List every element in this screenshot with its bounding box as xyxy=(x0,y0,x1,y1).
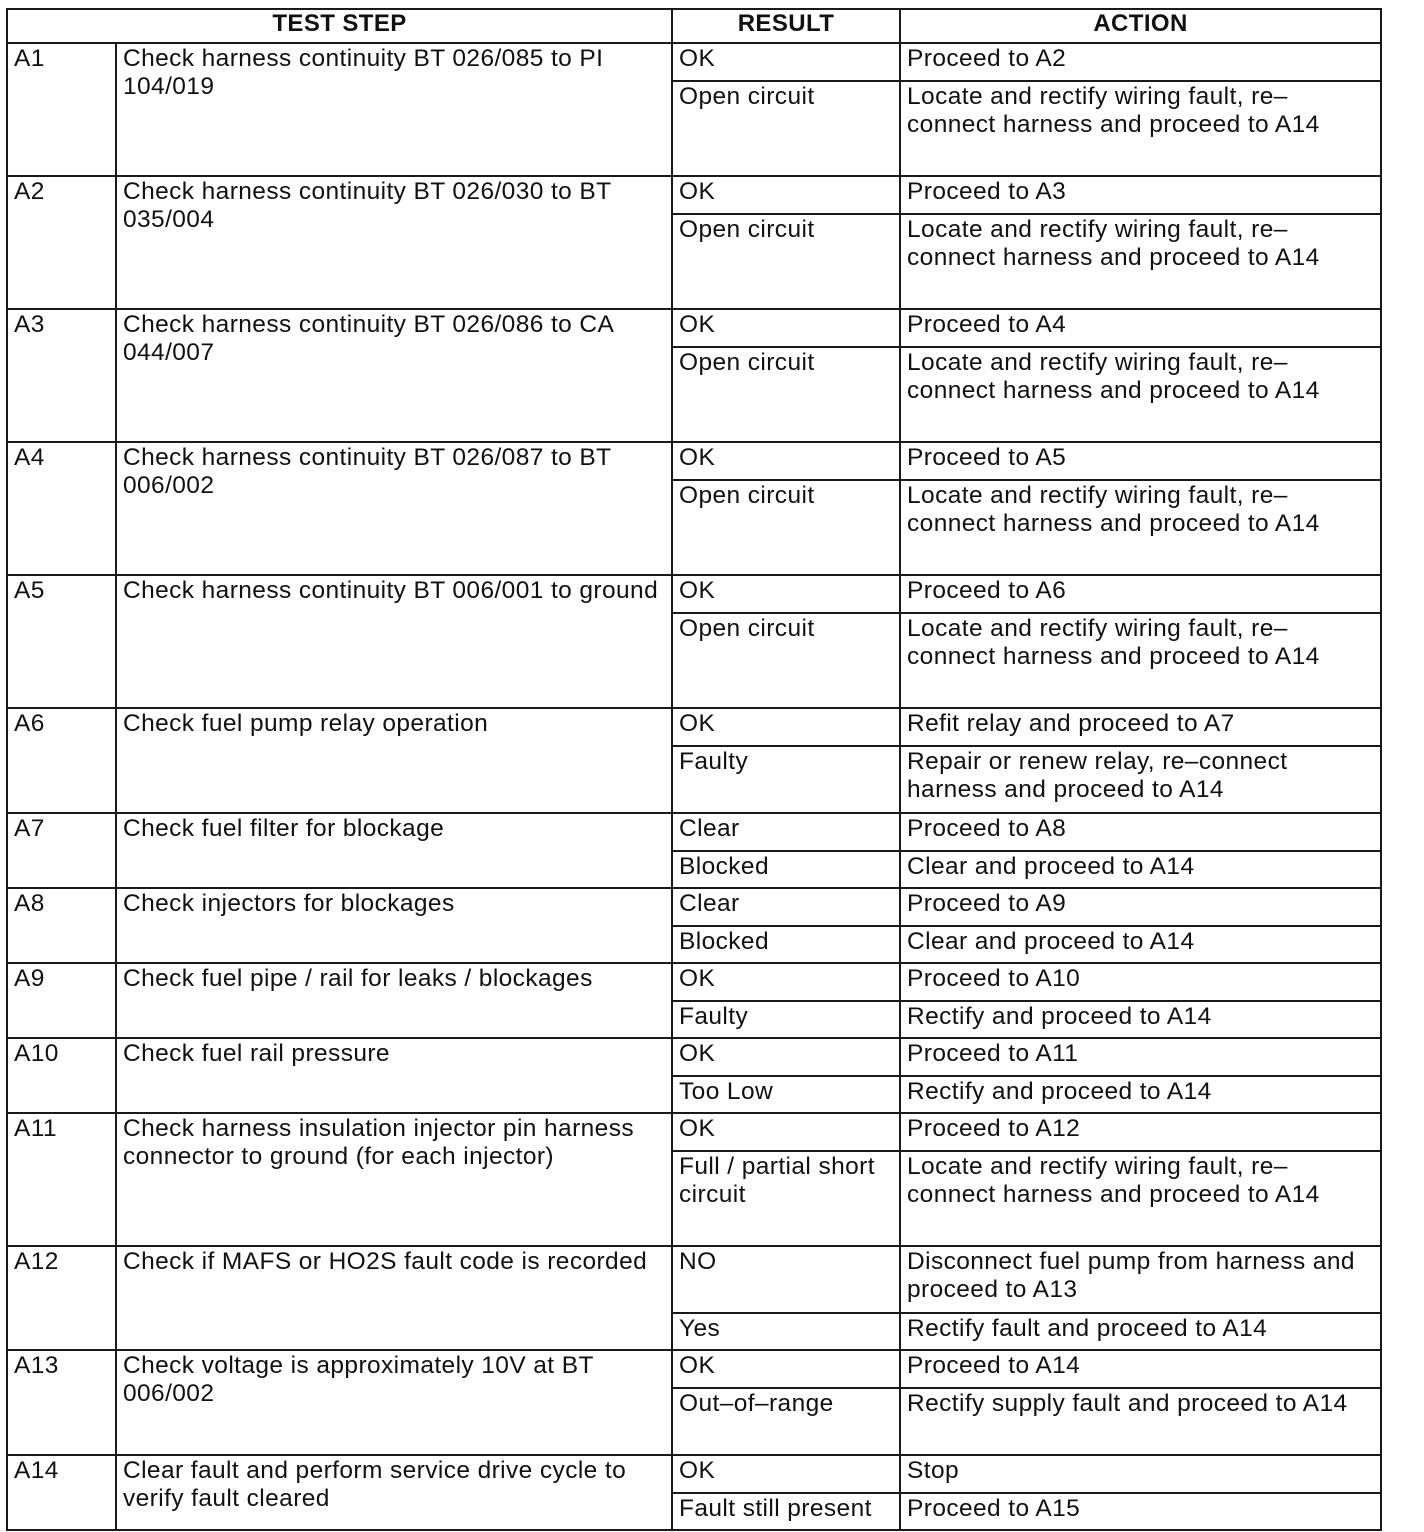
step-action: Clear and proceed to A14 xyxy=(900,926,1381,963)
table-row xyxy=(7,176,1381,214)
step-result: Blocked xyxy=(672,851,900,888)
step-result: Clear xyxy=(672,813,900,851)
step-result: OK xyxy=(672,1455,900,1493)
step-result: Clear xyxy=(672,888,900,926)
step-action: Proceed to A8 xyxy=(900,813,1381,851)
step-action: Proceed to A9 xyxy=(900,888,1381,926)
step-result: Yes xyxy=(672,1313,900,1350)
table-row xyxy=(7,813,1381,851)
step-id: A5 xyxy=(7,575,116,708)
step-action: Rectify fault and proceed to A14 xyxy=(900,1313,1381,1350)
step-result: OK xyxy=(672,1350,900,1388)
step-action: Proceed to A15 xyxy=(900,1493,1381,1530)
step-action: Disconnect fuel pump from harness and proceed to A13 xyxy=(900,1246,1381,1313)
step-description: Check voltage is approximately 10V at BT 006/002 xyxy=(116,1350,672,1455)
step-action: Locate and rectify wiring fault, re–connect harness and proceed to A14 xyxy=(900,347,1381,442)
table-row xyxy=(7,963,1381,1001)
step-description: Check injectors for blockages xyxy=(116,888,672,963)
header-row xyxy=(7,9,1381,43)
table-row xyxy=(7,1350,1381,1388)
step-result: Faulty xyxy=(672,746,900,813)
diagnostic-table xyxy=(6,8,1382,1531)
step-result: OK xyxy=(672,963,900,1001)
step-result: OK xyxy=(672,43,900,81)
step-result: OK xyxy=(672,708,900,746)
step-action: Clear and proceed to A14 xyxy=(900,851,1381,888)
table-row xyxy=(7,309,1381,347)
step-action: Proceed to A10 xyxy=(900,963,1381,1001)
step-result: OK xyxy=(672,176,900,214)
step-description: Check harness continuity BT 026/085 to PI 104/019 xyxy=(116,43,672,176)
step-action: Proceed to A5 xyxy=(900,442,1381,480)
step-action: Locate and rectify wiring fault, re–connect harness and proceed to A14 xyxy=(900,613,1381,708)
step-action: Stop xyxy=(900,1455,1381,1493)
step-action: Locate and rectify wiring fault, re–connect harness and proceed to A14 xyxy=(900,214,1381,309)
step-result: Blocked xyxy=(672,926,900,963)
header-test-step: TEST STEP xyxy=(7,9,672,43)
step-result: Too Low xyxy=(672,1076,900,1113)
step-action: Proceed to A3 xyxy=(900,176,1381,214)
header-action: ACTION xyxy=(900,9,1381,43)
step-id: A8 xyxy=(7,888,116,963)
step-description: Clear fault and perform service drive cycle to verify fault cleared xyxy=(116,1455,672,1530)
step-result: Open circuit xyxy=(672,347,900,442)
step-description: Check harness continuity BT 006/001 to ground xyxy=(116,575,672,708)
table-row xyxy=(7,888,1381,926)
step-action: Repair or renew relay, re–connect harness and proceed to A14 xyxy=(900,746,1381,813)
step-action: Refit relay and proceed to A7 xyxy=(900,708,1381,746)
step-result: OK xyxy=(672,1113,900,1151)
step-action: Locate and rectify wiring fault, re–connect harness and proceed to A14 xyxy=(900,81,1381,176)
step-id: A3 xyxy=(7,309,116,442)
table-row xyxy=(7,43,1381,81)
step-action: Proceed to A4 xyxy=(900,309,1381,347)
table-row xyxy=(7,575,1381,613)
step-action: Locate and rectify wiring fault, re–connect harness and proceed to A14 xyxy=(900,480,1381,575)
step-result: Open circuit xyxy=(672,81,900,176)
step-result: OK xyxy=(672,442,900,480)
step-description: Check fuel pump relay operation xyxy=(116,708,672,813)
step-result: NO xyxy=(672,1246,900,1313)
step-action: Proceed to A14 xyxy=(900,1350,1381,1388)
step-description: Check fuel filter for blockage xyxy=(116,813,672,888)
step-result: Open circuit xyxy=(672,480,900,575)
step-description: Check harness continuity BT 026/086 to CA 044/007 xyxy=(116,309,672,442)
table-row xyxy=(7,442,1381,480)
table-row xyxy=(7,708,1381,746)
step-result: Open circuit xyxy=(672,613,900,708)
step-result: Open circuit xyxy=(672,214,900,309)
step-result: Fault still present xyxy=(672,1493,900,1530)
step-description: Check fuel rail pressure xyxy=(116,1038,672,1113)
step-id: A13 xyxy=(7,1350,116,1455)
table-row xyxy=(7,1113,1381,1151)
diagnostic-document xyxy=(6,8,1380,1531)
step-result: Out–of–range xyxy=(672,1388,900,1455)
step-id: A4 xyxy=(7,442,116,575)
header-result: RESULT xyxy=(672,9,900,43)
step-description: Check harness continuity BT 026/087 to BT 006/002 xyxy=(116,442,672,575)
step-description: Check fuel pipe / rail for leaks / blockages xyxy=(116,963,672,1038)
step-action: Proceed to A12 xyxy=(900,1113,1381,1151)
step-result: OK xyxy=(672,1038,900,1076)
step-result: Faulty xyxy=(672,1001,900,1038)
step-action: Rectify and proceed to A14 xyxy=(900,1001,1381,1038)
step-result: OK xyxy=(672,575,900,613)
step-id: A1 xyxy=(7,43,116,176)
step-id: A6 xyxy=(7,708,116,813)
step-description: Check harness insulation injector pin harness connector to ground (for each injector) xyxy=(116,1113,672,1246)
step-id: A2 xyxy=(7,176,116,309)
step-action: Locate and rectify wiring fault, re–connect harness and proceed to A14 xyxy=(900,1151,1381,1246)
step-action: Proceed to A2 xyxy=(900,43,1381,81)
step-description: Check harness continuity BT 026/030 to BT 035/004 xyxy=(116,176,672,309)
step-id: A14 xyxy=(7,1455,116,1530)
step-id: A7 xyxy=(7,813,116,888)
step-description: Check if MAFS or HO2S fault code is recorded xyxy=(116,1246,672,1350)
table-row xyxy=(7,1455,1381,1493)
step-action: Proceed to A11 xyxy=(900,1038,1381,1076)
table-row xyxy=(7,1246,1381,1313)
step-id: A11 xyxy=(7,1113,116,1246)
step-action: Proceed to A6 xyxy=(900,575,1381,613)
step-action: Rectify and proceed to A14 xyxy=(900,1076,1381,1113)
step-id: A10 xyxy=(7,1038,116,1113)
step-result: OK xyxy=(672,309,900,347)
table-body xyxy=(7,43,1381,1530)
step-action: Rectify supply fault and proceed to A14 xyxy=(900,1388,1381,1455)
step-id: A12 xyxy=(7,1246,116,1350)
table-row xyxy=(7,1038,1381,1076)
step-id: A9 xyxy=(7,963,116,1038)
step-result: Full / partial short circuit xyxy=(672,1151,900,1246)
